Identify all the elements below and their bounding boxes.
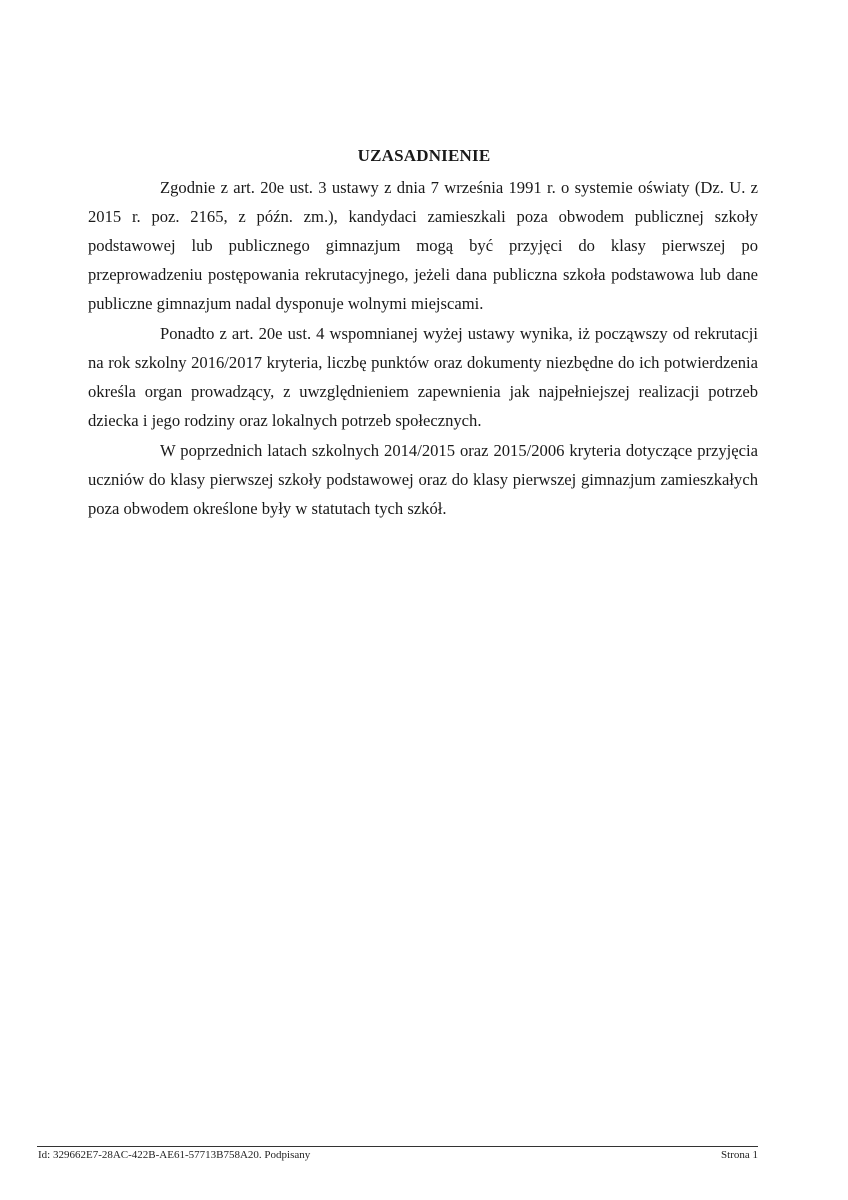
paragraph-2: Ponadto z art. 20e ust. 4 wspomnianej wyżej ustawy wynika, iż począwszy od rekrutacji na rok szkolny 2016/2017 kryteria, liczbę punktów oraz dokumenty niezbędne do ich potwierdzenia określa organ prowadzący, z uwzględnieniem zapewnienia jak najpełniejszej realizacji potrzeb dziecka i jego rodziny oraz lokalnych potrzeb społecznych. (88, 324, 758, 430)
paragraph-1: Zgodnie z art. 20e ust. 3 ustawy z dnia 7 września 1991 r. o systemie oświaty (Dz. U. z 2015 r. poz. 2165, z późn. zm.), kandydaci zamieszkali poza obwodem publicznej szkoły podstawowej lub publicznego gimnazjum mogą być przyjęci do klasy pierwszej po przeprowadzeniu postępowania rekrutacyjnego, jeżeli dana publiczna szkoła podstawowa lub dane publiczne gimnazjum nadal dysponuje wolnymi miejscami. (88, 178, 758, 313)
document-body (88, 173, 758, 524)
document-title: UZASADNIENIE (357, 146, 491, 165)
footer-divider (37, 1146, 758, 1147)
footer-page-number: Strona 1 (721, 1149, 758, 1161)
paragraph-3: W poprzednich latach szkolnych 2014/2015 oraz 2015/2006 kryteria dotyczące przyjęcia uczniów do klasy pierwszej szkoły podstawowej oraz do klasy pierwszej gimnazjum zamieszkałych poza obwodem określone były w statutach tych szkół. (88, 441, 758, 518)
footer-document-id: Id: 329662E7-28AC-422B-AE61-57713B758A20. Podpisany (38, 1149, 311, 1161)
